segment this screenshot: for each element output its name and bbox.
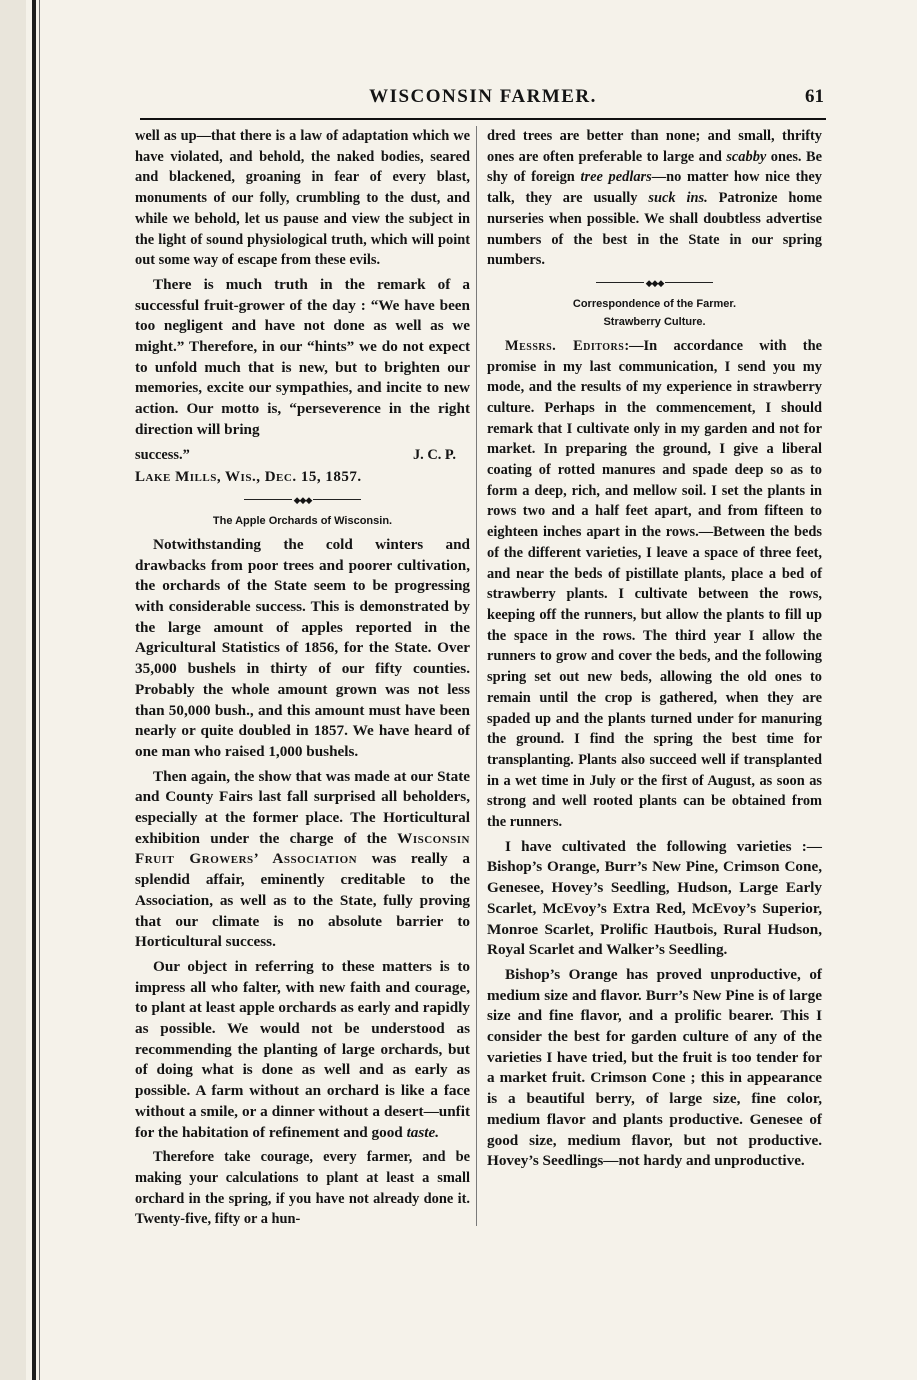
paragraph	[135, 957, 470, 1143]
left-column	[135, 126, 470, 1234]
paragraph-text: dred trees are better than none; and small, thrifty ones are often preferable to large and	[487, 128, 822, 165]
emphasis: tree pedlars	[580, 169, 652, 186]
binding-edge-inner	[39, 0, 40, 1380]
page-number: 61	[805, 86, 824, 107]
section-ornament: ◆◆◆	[135, 492, 470, 507]
paragraph-text: :—In accordance with the promise in my last communication, I send you my mode, and the results of my experience in strawberry culture. Perhaps in the commencement, I should remark that I cultivate only in my garden and not for market. In preparing the ground, I give a liberal coating of rotted manures and spade deep so as to form a deep, rich, and mellow soil. I set the plants in rows two and a half feet apart, and from fifteen to eighteen inches apart in the rows.—Between the beds of the different varieties, I leave a space of three feet, and near the beds of pistillate plants, place a bed of strawberry plants. I cultivate between the rows, keeping off the runners, but allow the plants to fill up the space in the rows. The third year I allow the runners to grow and cover the beds, and the following spring set out new beds, allowing the old ones to remain until the crop is gathered, when they are spaded up and the plants turned under for manuring the ground. I find the spring the best time for transplanting. Plants also succeed well if transplanted in a wet time in July or the first of August, as soon as strong and well rooted plants can be obtained from the runners.	[487, 337, 822, 831]
paragraph-text: ones. Be shy of foreign	[487, 148, 822, 186]
paragraph	[487, 336, 822, 833]
correspondence-heading: Correspondence of the Farmer.	[572, 297, 737, 310]
section-ornament: ◆◆◆	[487, 275, 822, 290]
paragraph: Therefore take courage, every farmer, and be making your calculations to plant at least a small orchard in the spring, if you have not already done it. Twenty-five, fifty or a hun-	[135, 1149, 470, 1228]
dateline: Lake Mills, Wis., Dec. 15, 1857.	[135, 469, 362, 486]
paragraph	[487, 126, 822, 271]
paragraph: Notwithstanding the cold winters and drawbacks from poor trees and poorer cultivation, the orchards of the State seem to be progressing with considerable success. This is demonstrated by the large amount of apples reported in the Agricultural Statistics of 1856, for the State. Over 35,000 bushels in thirty of our fifty counties. Probably the whole amount grown was not less than 50,000 bush., and this amount must have been nearly or quite doubled in 1857. We have heard of one man who raised 1,000 bushels.	[135, 535, 470, 760]
paragraph-text: was really a splendid affair, eminently creditable to the Association, as well as to the State, fully proving that our climate is no absolute barrier to Horticultural success.	[135, 850, 470, 951]
right-column	[487, 126, 822, 1176]
paragraph-text: —no matter how nice they talk, they are usually	[487, 169, 822, 207]
paragraph: I have cultivated the following varieties :—Bishop’s Orange, Burr’s New Pine, Crimson Cone, Genesee, Hovey’s Seedling, Hudson, Large Early Scarlet, McEvoy’s Extra Red, McEvoy’s Superior, Monroe Scarlet, Prolific Hautbois, Rural Hudson, Royal Scarlet and Walker’s Seedling.	[487, 837, 822, 959]
emphasis: suck ins.	[648, 190, 708, 207]
journal-title: WISCONSIN FARMER.	[369, 86, 597, 107]
article-heading: The Apple Orchards of Wisconsin.	[212, 514, 393, 527]
emphasis: taste.	[406, 1123, 440, 1141]
paragraph	[135, 767, 470, 953]
paragraph-text: Our object in referring to these matters is to impress all who falter, with new faith and courage, to plant at least apple orchards as early and rapidly as possible. We would not be understood as recommending the planting of large orchards, but of doing what is done as well and as early as possible. A farm without an orchard is like a face without a smile, or a dinner without a desert—unfit for the habitation of refinement and good	[135, 957, 470, 1141]
paragraph-text: Then again, the show that was made at our State and County Fairs last fall surprised all beholders, especially at the former place. The Horticultural exhibition under the charge of the	[135, 767, 470, 847]
header-rule	[140, 118, 826, 120]
paragraph: Bishop’s Orange has proved unproductive, of medium size and flavor. Burr’s New Pine is of large size and fine flavor, and a prolific bearer. This I consider the best for garden culture of any of the varieties I have tried, but the fruit is too tender for a market fruit. Crimson Cone ; this in appearance is a beautiful berry, of large size, fine color, medium flavor and plants productive. Genesee of good size, medium flavor, but not productive. Hovey’s Seedlings—not hardy and unproductive.	[487, 965, 822, 1170]
running-header	[140, 86, 826, 118]
paragraph: There is much truth in the remark of a successful fruit-grower of the day : “We have been too negligent and have not done as well as we might.” Therefore, in our “hints” we do not expect to unfold much that is new, but to brighten our memories, excite our sympathies, and incite to new action. Our motto is, “perseverence in the right direction will bring	[135, 275, 470, 438]
article-heading: Strawberry Culture.	[603, 315, 706, 328]
signature-text: success.”	[135, 446, 190, 463]
salutation: Messrs. Editors	[505, 337, 625, 354]
signature-line	[135, 445, 470, 466]
column-divider	[476, 126, 477, 1226]
paragraph-text: Patronize home nurseries when possible. We shall doubtless advertise numbers of the best in the State in our spring numbers.	[487, 190, 822, 269]
page-spine	[0, 0, 26, 1380]
paragraph: well as up—that there is a law of adaptation which we have violated, and behold, the naked bodies, seared and blackened, groaning in fear of every blast, monuments of our folly, crumbling to the dust, and while we behold, let us pause and view the subject in the light of sound physiological truth, which will point out some way of escape from these evils.	[135, 128, 470, 269]
emphasis: scabby	[726, 148, 767, 165]
author-initials: J. C. P.	[412, 446, 456, 463]
binding-edge	[32, 0, 36, 1380]
association-name: Wisconsin Fruit Growers’ Association	[135, 829, 470, 868]
